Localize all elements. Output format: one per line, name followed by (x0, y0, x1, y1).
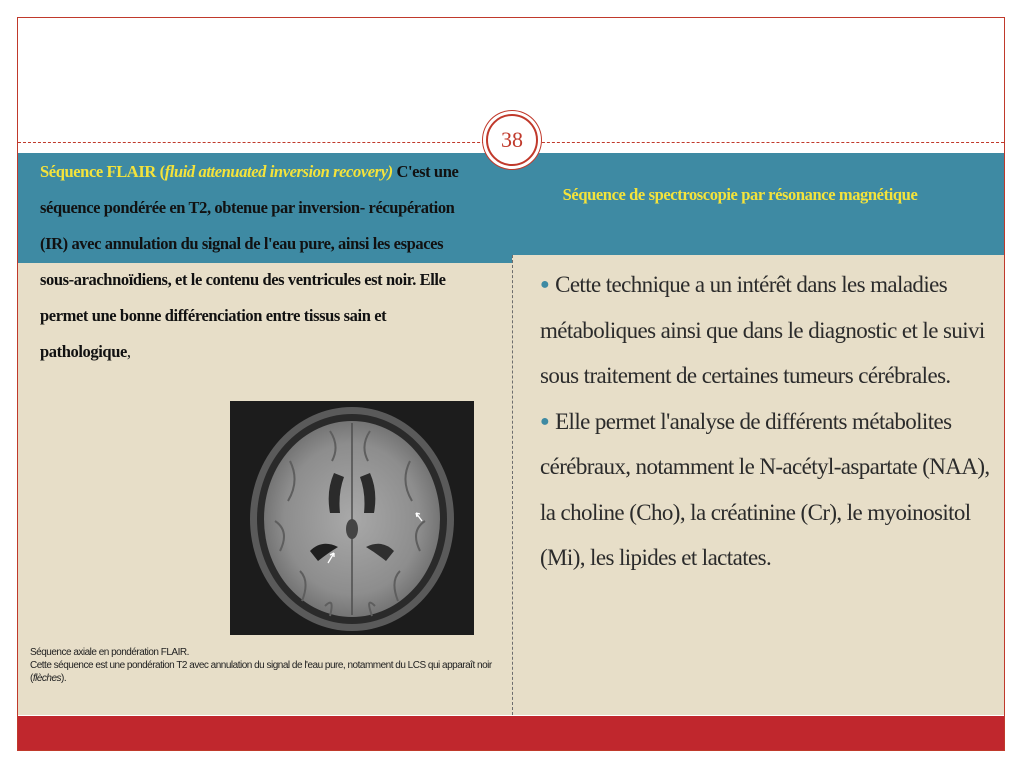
flair-title-italic: fluid attenuated inversion recovery) (164, 162, 393, 181)
bullet-text: Elle permet l'analyse de différents métabolites cérébraux, notamment le N-acétyl-aspartate (NAA), la choline (Cho), la créatinine (Cr), le myoinositol (Mi), les lipides et lactates. (540, 408, 990, 570)
bullet-icon: ● (540, 412, 550, 430)
bullet-text: Cette technique a un intérêt dans les maladies métaboliques ainsi que dans le diagnostic et le suivi sous traitement de certaines tumeurs cérébrales. (540, 272, 985, 388)
page-number: 38 (501, 127, 523, 152)
footer-bar (18, 716, 1004, 750)
caption-line-2 (30, 659, 520, 685)
spectroscopy-title: Séquence de spectroscopie par résonance magnétique (562, 185, 918, 204)
bullet-icon: ● (540, 276, 550, 293)
caption-end: ). (61, 673, 67, 684)
bullet-item (540, 399, 990, 581)
page-number-badge (486, 114, 538, 166)
caption-text: Cette séquence est une pondération T2 avec annulation du signal de l'eau pure, notamment du LCS qui apparaît noir ( (30, 660, 492, 684)
caption-italic: flèches (32, 673, 62, 684)
caption-line-1: Séquence axiale en pondération FLAIR. (30, 647, 189, 658)
bullet-item (540, 262, 990, 399)
flair-title: Séquence FLAIR ( (40, 162, 165, 181)
flair-body: C'est une séquence pondérée en T2, obtenue par inversion- récupération (IR) avec annulation du signal de l'eau pure, ainsi les espaces sous-arachnoïdiens, et le contenu des ventricules est noir. Elle permet une bonne différenciation entre tissus sain et pathologique (40, 162, 459, 361)
image-caption (30, 646, 520, 685)
spectroscopy-body (540, 262, 990, 581)
flair-description (40, 154, 480, 370)
brain-mri-image (230, 401, 474, 635)
flair-body-end: , (126, 342, 131, 361)
